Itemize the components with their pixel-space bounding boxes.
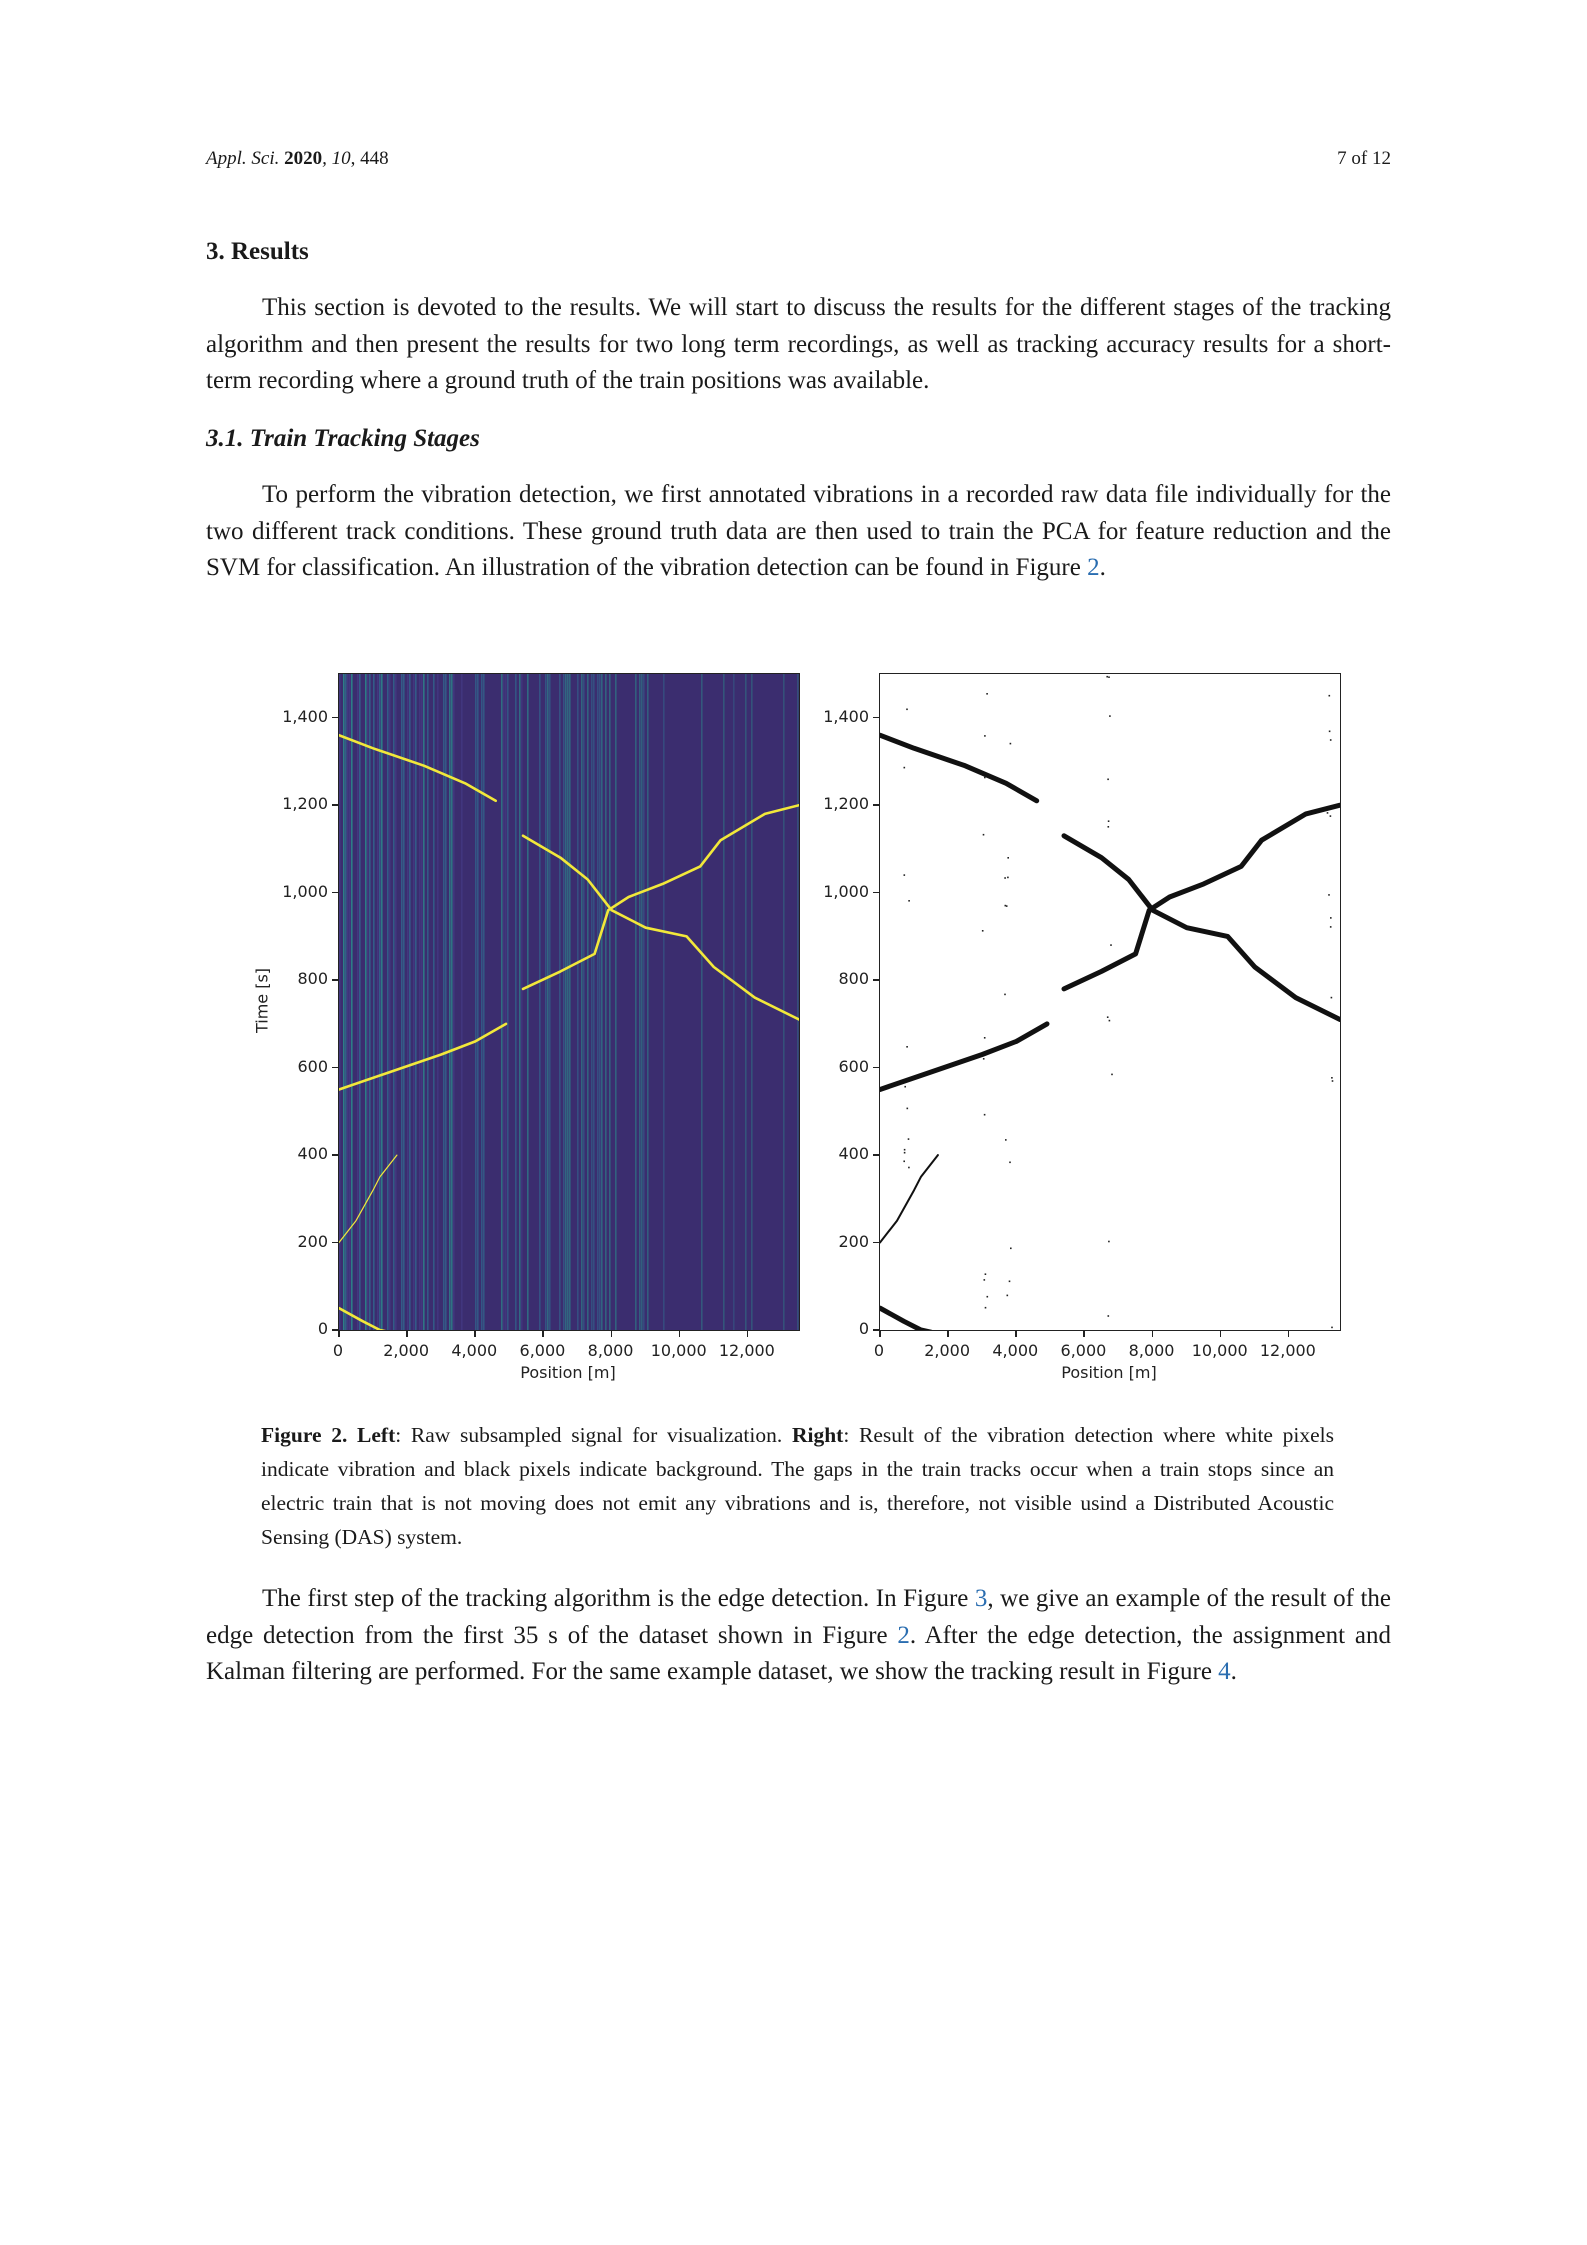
y-tick-label: 1,000 (282, 881, 328, 901)
x-tick-mark (879, 1331, 881, 1337)
x-tick-mark (1152, 1331, 1154, 1337)
x-tick-label: 2,000 (924, 1341, 971, 1360)
edge-detection-paragraph: The first step of the tracking algorithm is the edge detection. In Figure 3, we give an example of the result of the edge detection from the first 35 s of the dataset shown in Figure 2. After the edge detection, the assignment and Kalman filtering are performed. For the same example dataset, we show the tracking result in Figure 4. (206, 1585, 1392, 1685)
x-tick-label: 12,000 (718, 1341, 775, 1360)
y-tick-mark (873, 1242, 879, 1244)
x-axis-label: Position [m] (520, 1363, 616, 1382)
noise-speck (983, 834, 985, 836)
y-tick-label: 200 (297, 1231, 328, 1251)
noise-stripe (599, 674, 601, 1330)
noise-stripe (591, 674, 593, 1330)
noise-stripe (477, 674, 479, 1330)
x-tick-label: 4,000 (451, 1341, 498, 1360)
noise-stripe (339, 674, 341, 1330)
noise-stripe (343, 674, 345, 1330)
x-tick-mark (947, 1331, 949, 1337)
noise-stripe (563, 674, 565, 1330)
noise-stripe (643, 674, 645, 1330)
caption-right-label: Right (791, 1423, 844, 1447)
noise-stripe (453, 674, 455, 1330)
noise-stripe (443, 674, 445, 1330)
journal-name: Appl. Sci. (206, 148, 280, 169)
x-tick-mark (679, 1331, 681, 1337)
y-tick-label: 400 (838, 1144, 869, 1164)
y-axis-label: Time [s] (252, 967, 272, 1034)
noise-speck (908, 1167, 910, 1169)
noise-stripe (783, 674, 785, 1330)
noise-stripe (365, 674, 367, 1330)
noise-stripe (567, 674, 569, 1330)
noise-stripe (449, 674, 451, 1330)
x-tick-mark (747, 1331, 749, 1337)
noise-stripe (369, 674, 371, 1330)
section-title: 3. Results (206, 238, 309, 265)
x-tick-label: 4,000 (992, 1341, 1039, 1360)
article-number: 448 (360, 148, 389, 169)
noise-stripe (577, 674, 579, 1330)
noise-speck (908, 900, 910, 902)
noise-speck (986, 693, 988, 695)
x-tick-label: 10,000 (650, 1341, 707, 1360)
y-tick-label: 1,400 (823, 706, 869, 726)
noise-stripe (505, 674, 507, 1330)
noise-speck (1331, 997, 1333, 999)
journal-year: 2020 (284, 148, 323, 169)
noise-stripe (433, 674, 435, 1330)
noise-speck (1109, 1020, 1111, 1022)
y-tick-label: 1,000 (823, 881, 869, 901)
noise-stripe (423, 674, 425, 1330)
noise-speck (1107, 779, 1109, 781)
noise-speck (1009, 1162, 1011, 1164)
x-tick-label: 8,000 (1128, 1341, 1175, 1360)
y-tick-mark (332, 892, 338, 894)
noise-stripe (381, 674, 383, 1330)
noise-speck (906, 1046, 908, 1048)
noise-speck (984, 777, 986, 779)
noise-stripe (547, 674, 549, 1330)
x-tick-mark (611, 1331, 613, 1337)
running-header-citation: Appl. Sci. 2020, 10, 448 (206, 148, 389, 169)
noise-stripe (733, 674, 735, 1330)
noise-stripe (641, 674, 643, 1330)
y-tick-mark (332, 1067, 338, 1069)
y-tick-label: 1,200 (823, 794, 869, 814)
y-tick-label: 800 (297, 969, 328, 989)
detection-canvas (880, 674, 1340, 1330)
figure-2-link[interactable]: 2 (1087, 554, 1100, 581)
noise-stripe (605, 674, 607, 1330)
noise-stripe (359, 674, 361, 1330)
y-tick-label: 600 (297, 1056, 328, 1076)
noise-stripe (445, 674, 447, 1330)
noise-stripe (663, 674, 665, 1330)
noise-stripe (501, 674, 503, 1330)
noise-stripe (601, 674, 603, 1330)
noise-stripe (539, 674, 541, 1330)
noise-speck (904, 1152, 906, 1154)
journal-volume: 10 (331, 148, 351, 169)
noise-speck (1330, 739, 1332, 741)
noise-stripe (593, 674, 595, 1330)
noise-stripe (503, 674, 505, 1330)
noise-stripe (393, 674, 395, 1330)
x-tick-label: 2,000 (383, 1341, 430, 1360)
y-tick-mark (332, 717, 338, 719)
noise-speck (1330, 917, 1332, 919)
noise-stripe (401, 674, 403, 1330)
noise-stripe (569, 674, 571, 1330)
noise-speck (904, 1149, 906, 1151)
x-tick-mark (1083, 1331, 1085, 1337)
noise-stripe (483, 674, 485, 1330)
y-tick-mark (873, 979, 879, 981)
noise-stripe (597, 674, 599, 1330)
page-number: 7 of 12 (1337, 148, 1391, 169)
noise-stripe (427, 674, 429, 1330)
noise-stripe (615, 674, 617, 1330)
x-tick-label: 10,000 (1191, 1341, 1248, 1360)
noise-speck (1332, 1080, 1334, 1082)
noise-stripe (751, 674, 753, 1330)
noise-speck (1108, 820, 1110, 822)
noise-speck (1330, 926, 1332, 928)
noise-stripe (407, 674, 409, 1330)
noise-speck (1009, 1281, 1011, 1283)
noise-stripe (475, 674, 477, 1330)
noise-stripe (421, 674, 423, 1330)
x-tick-mark (338, 1331, 340, 1337)
noise-stripe (635, 674, 637, 1330)
y-tick-label: 1,200 (282, 794, 328, 814)
x-tick-label: 6,000 (1060, 1341, 1107, 1360)
noise-speck (1331, 1327, 1333, 1329)
raw-signal-canvas (339, 674, 799, 1330)
noise-speck (1330, 815, 1332, 817)
y-tick-mark (873, 804, 879, 806)
noise-stripe (549, 674, 551, 1330)
figure-3-link[interactable]: 3 (974, 1585, 988, 1612)
noise-speck (1328, 894, 1330, 896)
x-tick-mark (406, 1331, 408, 1337)
noise-stripe (403, 674, 405, 1330)
y-tick-label: 600 (838, 1056, 869, 1076)
x-tick-mark (542, 1331, 544, 1337)
y-tick-label: 0 (858, 1319, 869, 1338)
noise-speck (1010, 1248, 1012, 1250)
x-axis-label: Position [m] (1061, 1363, 1157, 1382)
noise-speck (984, 1114, 986, 1116)
x-tick-label: 0 (332, 1341, 344, 1360)
noise-speck (1329, 695, 1331, 697)
noise-stripe (701, 674, 703, 1330)
noise-stripe (515, 674, 517, 1330)
noise-speck (1110, 944, 1112, 946)
noise-speck (1004, 877, 1006, 879)
x-tick-mark (1288, 1331, 1290, 1337)
noise-speck (1007, 857, 1009, 859)
noise-speck (1331, 1077, 1333, 1079)
noise-speck (985, 1307, 987, 1309)
noise-stripe (745, 674, 747, 1330)
subsection-title: 3.1. Train Tracking Stages (206, 425, 480, 452)
figure-4-link[interactable]: 4 (1218, 1658, 1231, 1685)
raw-signal-plot (338, 673, 800, 1331)
x-tick-mark (474, 1331, 476, 1337)
y-tick-mark (873, 892, 879, 894)
noise-speck (984, 1037, 986, 1039)
noise-stripe (373, 674, 375, 1330)
noise-stripe (351, 674, 353, 1330)
noise-speck (1004, 994, 1006, 996)
noise-stripe (377, 674, 379, 1330)
noise-speck (1108, 1241, 1110, 1243)
noise-speck (1108, 826, 1110, 828)
noise-speck (904, 1086, 906, 1088)
noise-stripe (451, 674, 453, 1330)
caption-left-label: Left (357, 1423, 396, 1447)
train-track-3 (880, 1024, 1047, 1090)
noise-stripe (527, 674, 529, 1330)
noise-speck (1005, 1139, 1007, 1141)
noise-stripe (521, 674, 523, 1330)
noise-speck (906, 709, 908, 711)
noise-speck (907, 1108, 909, 1110)
noise-speck (987, 1296, 989, 1298)
noise-speck (904, 874, 906, 876)
y-tick-mark (332, 1154, 338, 1156)
y-tick-label: 1,400 (282, 706, 328, 726)
y-tick-label: 0 (317, 1319, 328, 1338)
noise-stripe (581, 674, 583, 1330)
noise-stripe (507, 674, 509, 1330)
noise-stripe (389, 674, 391, 1330)
train-track-1 (339, 735, 496, 801)
x-tick-label: 0 (873, 1341, 885, 1360)
noise-speck (904, 767, 906, 769)
noise-stripe (559, 674, 561, 1330)
noise-stripe (379, 674, 381, 1330)
noise-stripe (345, 674, 347, 1330)
noise-speck (1329, 731, 1331, 733)
noise-stripe (481, 674, 483, 1330)
noise-stripe (545, 674, 547, 1330)
x-tick-mark (1220, 1331, 1222, 1337)
y-tick-mark (873, 717, 879, 719)
noise-stripe (519, 674, 521, 1330)
noise-speck (1010, 743, 1012, 745)
noise-speck (1107, 1016, 1109, 1018)
noise-speck (1006, 905, 1008, 907)
y-tick-label: 400 (297, 1144, 328, 1164)
noise-speck (982, 930, 984, 932)
noise-stripe (609, 674, 611, 1330)
noise-speck (1007, 877, 1009, 879)
noise-speck (1111, 1074, 1113, 1076)
y-tick-mark (332, 979, 338, 981)
y-tick-mark (873, 1154, 879, 1156)
y-tick-mark (332, 804, 338, 806)
paragraph-text: To perform the vibration detection, we first annotated vibrations in a recorded raw data file individually for the two different track conditions. These ground truth data are then used to train the PCA for feature reduction and the SVM for classification. An illustration of the vibration detection can be found in Figure (206, 481, 1391, 581)
noise-stripe (415, 674, 417, 1330)
noise-speck (985, 1273, 987, 1275)
y-tick-mark (873, 1067, 879, 1069)
x-tick-label: 6,000 (519, 1341, 566, 1360)
noise-speck (1108, 676, 1110, 678)
vibration-detection-plot (879, 673, 1341, 1331)
y-tick-mark (332, 1242, 338, 1244)
results-intro-paragraph: This section is devoted to the results. We will start to discuss the results for the different stages of the tracking algorithm and then present the results for two long term recordings, as well as tracking accuracy results for a short-term recording where a ground truth of the train positions was available. (206, 294, 1391, 394)
train-track-5 (880, 1308, 931, 1330)
caption-label: Figure 2. (261, 1423, 348, 1447)
noise-speck (1108, 1315, 1110, 1317)
noise-speck (984, 1279, 986, 1281)
noise-stripe (583, 674, 585, 1330)
noise-stripe (723, 674, 725, 1330)
noise-stripe (587, 674, 589, 1330)
noise-stripe (409, 674, 411, 1330)
noise-stripe (419, 674, 421, 1330)
x-tick-mark (1015, 1331, 1017, 1337)
noise-speck (983, 1058, 985, 1060)
noise-stripe (647, 674, 649, 1330)
y-tick-label: 200 (838, 1231, 869, 1251)
noise-speck (1005, 905, 1007, 907)
noise-speck (1007, 1295, 1009, 1297)
tracking-stages-paragraph: To perform the vibration detection, we first annotated vibrations in a recorded raw data file individually for the two different track conditions. These ground truth data are then used to train the PCA for feature reduction and the SVM for classification. An illustration of the vibration detection can be found in Figure 2. (206, 481, 1391, 581)
train-track-2 (1064, 836, 1340, 1020)
noise-stripe (639, 674, 641, 1330)
noise-stripe (387, 674, 389, 1330)
noise-stripe (413, 674, 415, 1330)
noise-stripe (349, 674, 351, 1330)
x-tick-label: 12,000 (1259, 1341, 1316, 1360)
x-tick-label: 8,000 (587, 1341, 634, 1360)
noise-speck (1106, 676, 1108, 678)
y-tick-label: 800 (838, 969, 869, 989)
noise-speck (903, 1161, 905, 1163)
noise-stripe (461, 674, 463, 1330)
noise-stripe (367, 674, 369, 1330)
figure-caption: Figure 2. Left: Raw subsampled signal for visualization. Right: Result of the vibration detection where white pixels indicate vibration and black pixels indicate background. The gaps in the train tracks occur when a train stops since an electric train that is not moving does not emit any vibrations and is, therefore, not visible usind a Distributed Acoustic Sensing (DAS) system. (261, 1423, 1335, 1549)
noise-speck (984, 735, 986, 737)
noise-speck (908, 1138, 910, 1140)
noise-speck (1109, 715, 1111, 717)
figure-2-link[interactable]: 2 (897, 1621, 910, 1649)
train-track-4 (1064, 805, 1340, 989)
noise-speck (1327, 812, 1329, 814)
noise-stripe (565, 674, 567, 1330)
noise-stripe (395, 674, 397, 1330)
noise-stripe (357, 674, 359, 1330)
